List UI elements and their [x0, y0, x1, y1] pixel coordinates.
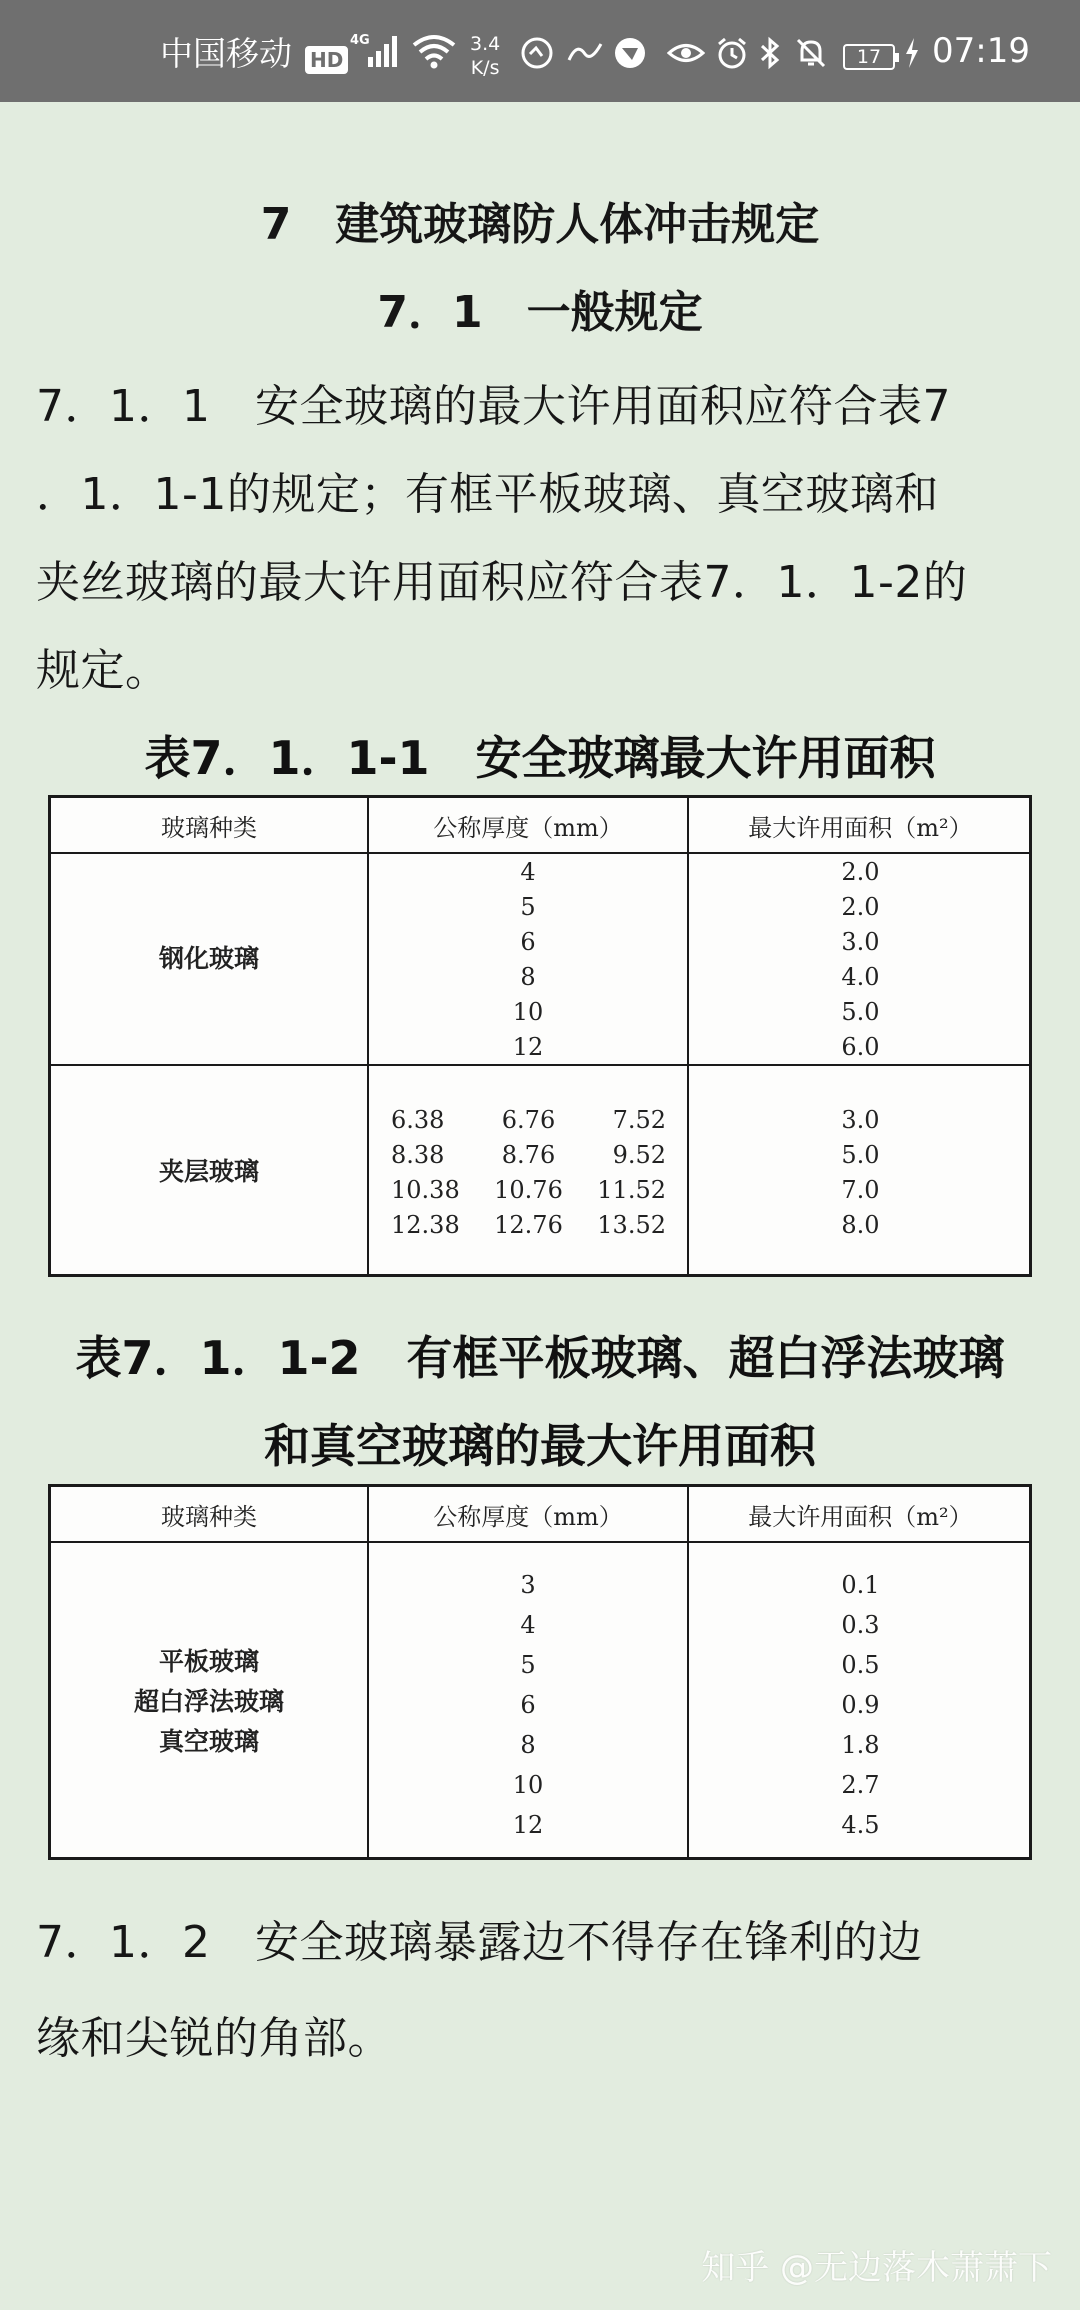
hd-icon: HD: [305, 46, 348, 74]
chapter-title: 7 建筑玻璃防人体冲击规定: [260, 199, 820, 250]
category-text: 平板玻璃: [158, 1646, 259, 1676]
table-cell: 2.7: [841, 1771, 880, 1799]
table-cell: 8.0: [841, 1211, 880, 1239]
category-label: [51, 1543, 367, 1860]
mute-icon: [794, 36, 828, 70]
area-column: [689, 1103, 1032, 1243]
table-cell: 4: [520, 858, 536, 886]
paragraph-line: 7．1．1 安全玻璃的最大许用面积应符合表7: [36, 381, 951, 432]
alarm-icon: [715, 36, 749, 70]
table-cell: 3: [520, 1571, 536, 1599]
thickness-row: [391, 1173, 666, 1208]
table-cell: 6.76: [501, 1106, 556, 1134]
category-text: 真空玻璃: [158, 1726, 259, 1756]
table-cell: 12.38: [391, 1211, 460, 1239]
table-cell: 5.0: [841, 998, 880, 1026]
speed-unit: K/s: [470, 57, 500, 79]
table-cell: 1.8: [841, 1731, 880, 1759]
table-cell: 4.5: [841, 1811, 880, 1839]
charging-icon: [903, 36, 921, 70]
signal-icon: [350, 0, 402, 102]
category-text: 夹层玻璃: [158, 1156, 259, 1186]
battery-icon: [843, 44, 895, 70]
section-title: 7．1 一般规定: [377, 287, 703, 338]
speed-value: 3.4: [470, 33, 501, 55]
table-cell: 6: [520, 928, 536, 956]
table-cell: 2.0: [841, 893, 880, 921]
table-header: 玻璃种类: [161, 813, 257, 842]
paragraph-line: ．1．1-1的规定；有框平板玻璃、真空玻璃和: [36, 469, 939, 520]
network-type: 4G: [350, 33, 370, 48]
app-icon-2: [565, 36, 605, 70]
status-bar: [0, 0, 1080, 102]
network-speed: [470, 32, 500, 80]
eye-icon: [667, 36, 705, 70]
table-cell: 0.3: [841, 1611, 880, 1639]
table-header: 最大许用面积（m²）: [748, 1502, 973, 1531]
clock: 07:19: [932, 31, 1030, 71]
bluetooth-icon: [757, 36, 783, 70]
table-cell: 8.38: [391, 1141, 445, 1169]
table-cell: 8: [520, 1731, 536, 1759]
table-1-caption: 表7．1．1-1 安全玻璃最大许用面积: [144, 731, 936, 785]
table-header: 公称厚度（mm）: [433, 813, 623, 842]
table-cell: 7.52: [612, 1106, 666, 1134]
table-cell: 12: [512, 1811, 544, 1839]
table-cell: 5: [520, 893, 536, 921]
table-cell: 3.0: [841, 1106, 880, 1134]
table-cell: 8.76: [501, 1141, 556, 1169]
table-cell: 6: [520, 1691, 536, 1719]
table-cell: 12.76: [494, 1211, 563, 1239]
table-cell: 4: [520, 1611, 536, 1639]
battery-level: 17: [856, 46, 882, 68]
table-header: 公称厚度（mm）: [433, 1502, 623, 1531]
table-cell: 12: [512, 1033, 544, 1061]
table-cell: 11.52: [597, 1176, 666, 1204]
area-column: [689, 854, 1032, 1065]
paragraph-line: 规定。: [36, 645, 170, 696]
table-cell: 0.9: [841, 1691, 880, 1719]
table-cell: 3.0: [841, 928, 880, 956]
category-text: 钢化玻璃: [158, 944, 259, 973]
table-cell: 6.0: [841, 1033, 880, 1061]
category-label: [51, 854, 367, 1064]
table-cell: 13.52: [597, 1211, 666, 1239]
wifi-icon: [410, 0, 458, 102]
table-cell: 8: [520, 963, 536, 991]
thickness-row: [391, 1138, 666, 1173]
app-icon-3: [613, 36, 647, 70]
table-2: [48, 1484, 1032, 1860]
thickness-row: [391, 1208, 666, 1243]
paragraph-line: 缘和尖锐的角部。: [36, 2013, 392, 2064]
table-2-caption: 表7．1．1-2 有框平板玻璃、超白浮法玻璃: [75, 1331, 1005, 1385]
table-cell: 9.52: [612, 1141, 666, 1169]
table-2-caption-line-2: 和真空玻璃的最大许用面积: [264, 1419, 816, 1473]
table-cell: 10: [512, 1771, 544, 1799]
paragraph-line: 7．1．2 安全玻璃暴露边不得存在锋利的边: [36, 1917, 923, 1968]
table-cell: 5.0: [841, 1141, 880, 1169]
carrier-name: 中国移动: [160, 33, 292, 73]
category-text: 超白浮法玻璃: [133, 1686, 284, 1716]
category-label: [51, 1066, 367, 1277]
table-cell: 5: [520, 1651, 536, 1679]
table-cell: 10.38: [391, 1176, 460, 1204]
paragraph-line: 夹丝玻璃的最大许用面积应符合表7．1．1-2的: [36, 557, 968, 608]
table-cell: 6.38: [391, 1106, 445, 1134]
thickness-column: [369, 854, 687, 1065]
table-cell: 4.0: [841, 963, 880, 991]
table-cell: 10.76: [494, 1176, 563, 1204]
table-cell: 2.0: [841, 858, 880, 886]
table-1: [48, 795, 1032, 1277]
table-cell: 7.0: [841, 1176, 880, 1204]
area-column: [689, 1565, 1032, 1845]
table-header: 玻璃种类: [161, 1502, 257, 1531]
thickness-column: [369, 1565, 687, 1845]
app-icon-1: [520, 36, 554, 70]
table-cell: 0.1: [841, 1571, 880, 1599]
table-cell: 10: [512, 998, 544, 1026]
table-cell: 0.5: [841, 1651, 880, 1679]
table-header: 最大许用面积（m²）: [748, 813, 973, 842]
watermark: 知乎 @无边落木萧萧下: [701, 2248, 1052, 2288]
thickness-row: [391, 1103, 666, 1138]
